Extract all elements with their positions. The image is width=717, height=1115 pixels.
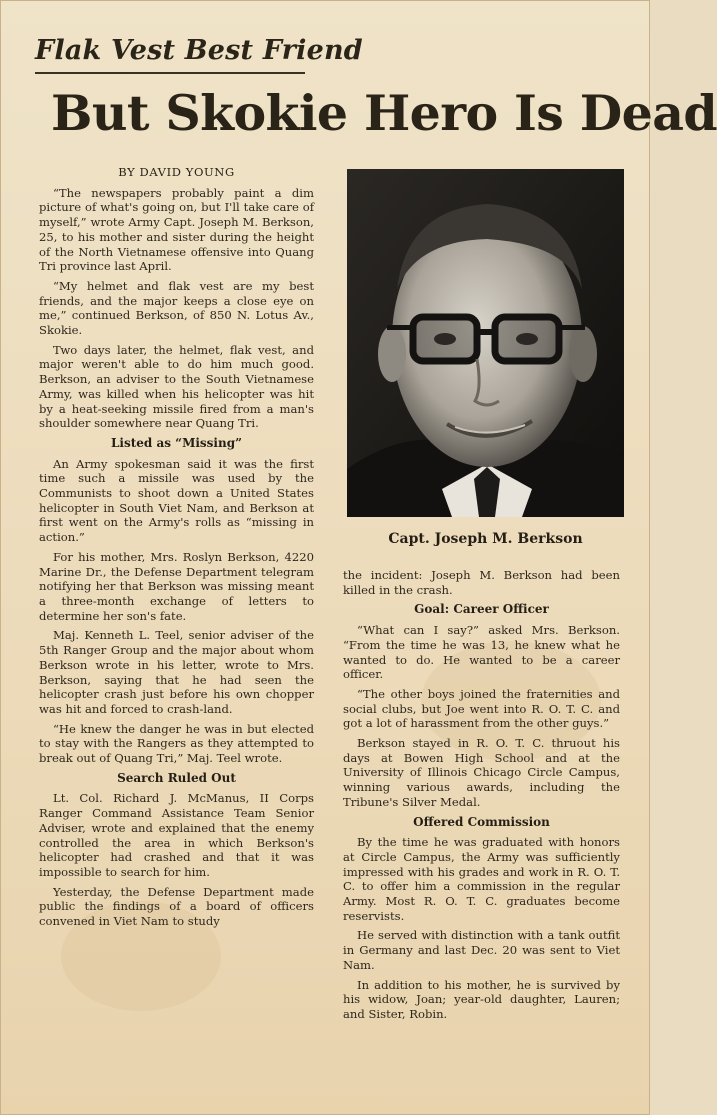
paragraph: “He knew the danger he was in but elected to stay with the Rangers as they attempted to break out of Quang Tri,” Maj. Teel wrote. [39, 721, 314, 766]
paragraph: Yesterday, the Defense Department made public the findings of a board of officers convened in Viet Nam to study [39, 884, 314, 929]
subhead-career: Goal: Career Officer [414, 602, 549, 617]
paragraph: In addition to his mother, he is survived by his widow, Joan; year-old daughter, Lauren; and Sister, Robin. [343, 977, 620, 1021]
subhead-commission: Offered Commission [413, 814, 550, 829]
photo-caption: Capt. Joseph M. Berkson [388, 531, 583, 547]
paragraph: “The other boys joined the fraternities and social clubs, but Joe went into R. O. T. C. and got a lot of harassment from the other guys.” [343, 686, 620, 731]
kicker-underline [35, 72, 305, 74]
subhead-search: Search Ruled Out [117, 770, 236, 785]
paragraph: Maj. Kenneth L. Teel, senior adviser of the 5th Ranger Group and the major about whom Berkson wrote in his letter, wrote to Mrs. Berkson, saying that he had seen the helicopter crash just before his own chopper was hit and forced to crash-land. [39, 628, 314, 716]
portrait-photo [347, 169, 624, 517]
left-column [39, 165, 314, 934]
portrait-illustration [347, 169, 624, 517]
subhead-missing: Listed as “Missing” [110, 435, 243, 450]
paragraph: An Army spokesman said it was the first time such a missile was used by the Communists to shoot down a United States helicopter in South Viet Nam, and Berkson at first went on the Army's rolls as “missing in action.” [39, 456, 314, 545]
paragraph: “What can I say?” asked Mrs. Berkson. “From the time he was 13, he knew what he wanted to do. He wanted to be a career officer. [343, 623, 620, 682]
paragraph: He served with distinction with a tank outfit in Germany and last Dec. 20 was sent to Viet Nam. [343, 928, 620, 972]
paragraph: “The newspapers probably paint a dim picture of what's going on, but I'll take care of myself,” wrote Army Capt. Joseph M. Berkson, 25, to his mother and sister during the height of the North Vietnamese offensive into Quang Tri province last April. [39, 185, 314, 274]
main-headline: But Skokie Hero Is Dead [51, 84, 717, 142]
paragraph: the incident: Joseph M. Berkson had been killed in the crash. [343, 568, 620, 597]
paragraph: By the time he was graduated with honors at Circle Campus, the Army was sufficiently impressed with his grades and work in R. O. T. C. to offer him a commission in the regular Army. Most R. O. T. C. graduates become reservists. [343, 835, 620, 923]
paragraph: “My helmet and flak vest are my best friends, and the major keeps a close eye on me,” continued Berkson, of 850 N. Lotus Av., Skokie. [39, 278, 314, 338]
byline: BY DAVID YOUNG [118, 165, 235, 179]
paragraph: Berkson stayed in R. O. T. C. thruout his days at Bowen High School and at the University of Illinois Chicago Circle Campus, winning various awards, including the Tribune's Silver Medal. [343, 736, 620, 809]
paragraph: For his mother, Mrs. Roslyn Berkson, 4220 Marine Dr., the Defense Department telegram notifying her that Berkson was missing meant a three-month exchange of letters to determine her son's fate. [39, 549, 314, 623]
paragraph: Two days later, the helmet, flak vest, and major weren't able to do him much good. Berkson, an adviser to the South Vietnamese Army, was killed when his helicopter was hit by a heat-seeking missile fired from a man's shoulder somewhere near Quang Tri. [39, 342, 314, 431]
paragraph: Lt. Col. Richard J. McManus, II Corps Ranger Command Assistance Team Senior Adviser, wrote and explained that the enemy controlled the area in which Berkson's helicopter had crashed and that it was impossible to search for him. [39, 791, 314, 879]
right-column [343, 568, 620, 1027]
kicker-headline: Flak Vest Best Friend [35, 35, 363, 66]
